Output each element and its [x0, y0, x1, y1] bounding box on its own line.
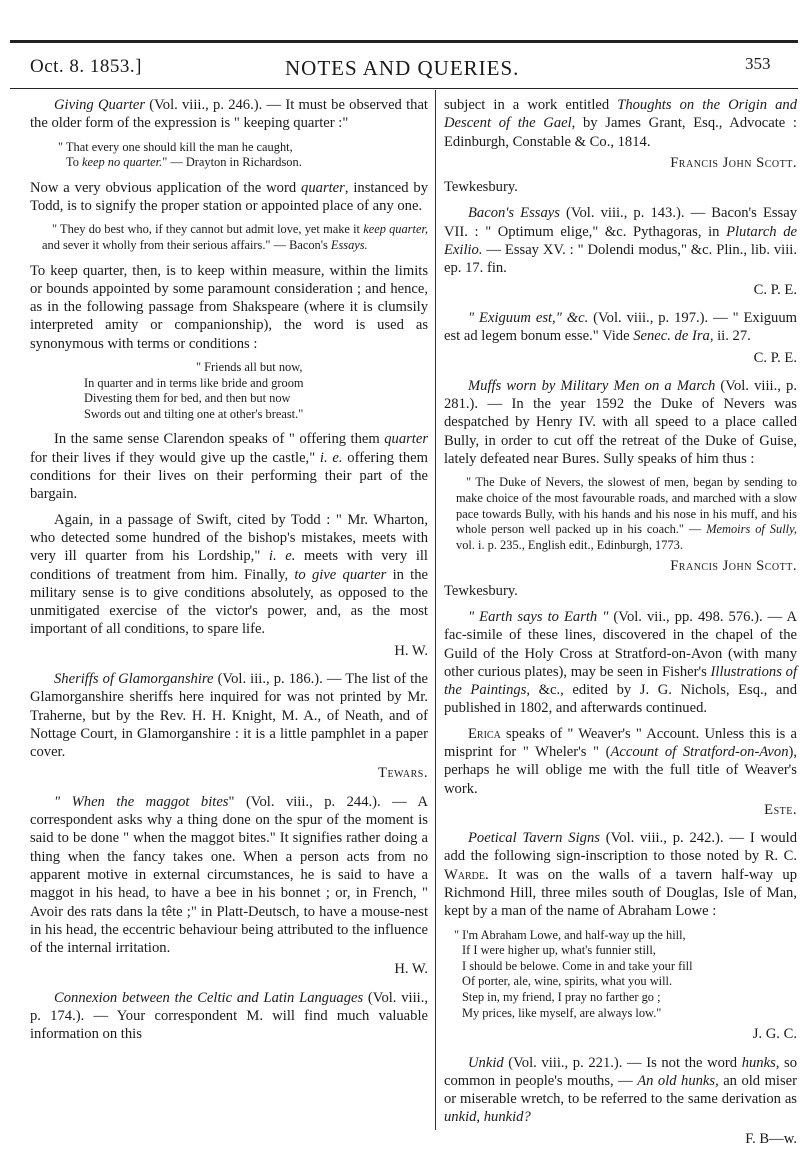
maggot-note: " When the maggot bites" (Vol. viii., p. 244.). — A correspondent asks why a thing done on the spur of the moment is said to be done " when the maggot bites." It signifies rather doing a thing when the fancy takes one. When a person acts from no apparent motive in external circumstances, he is said to have a maggot in his head, to have a bee in his bonnet ; or, in French, " Avoir des rats dans la tête ;" in Platt-Deutsch, to have a mouse-nest in his head, the eccentric behaviour being attributed to the influence of the internal irritation. [30, 793, 428, 957]
paragraph: Again, in a passage of Swift, cited by Todd : " Mr. Wharton, who detected some hundred of the bishop's mistakes, meets with very ill quarter from his Lordship," i. e. meets with very ill conditions of treatment from him. Finally, to give quarter in the military sense is to give conditions absolutely, as opposed to the unmitigated exercise of the victor's power, and, as the most important of all conditions, to spare life. [30, 511, 428, 638]
note-heading: Giving Quarter [54, 97, 145, 113]
exiguum-note: " Exiguum est," &c. (Vol. viii., p. 197.). — " Exiguum est ad legem bonum esse." Vide Senec. de Ira, ii. 27. [444, 309, 797, 345]
note-heading: Muffs worn by Military Men on a March [468, 377, 716, 394]
muffs-note: Muffs worn by Military Men on a March (Vol. viii., p. 281.). — In the year 1592 the Duke of Nevers was despatched by Henry IV. with all speed to a place called Bully, in order to cut off the retreat of the Duke of Guise, lately defeated near Bures. Sully speaks of him thus : [444, 377, 797, 468]
signature: H. W. [394, 642, 428, 659]
signature: Este. [764, 801, 797, 818]
shakspeare-verse: " Friends all but now, In quarter and in terms like bride and groom Divesting them for bed, and then but now Swords out and tilting one at other's breast." [84, 360, 304, 421]
signature: Francis John Scott. [670, 558, 797, 575]
signature: J. G. C. [752, 1026, 797, 1043]
unkid-note: Unkid (Vol. viii., p. 221.). — Is not the word hunks, so common in people's mouths, — An old hunks, an old miser or miserable wretch, to be referred to the same derivation as unkid, hunkid? [444, 1054, 797, 1126]
celtic-note-continued: subject in a work entitled Thoughts on the Origin and Descent of the Gael, by James Grant, Esq., Advocate : Edinburgh, Constable & Co., 1814. [444, 97, 797, 150]
earth-note: " Earth says to Earth " (Vol. vii., pp. 498. 576.). — A fac-simile of these lines, discovered in the chapel of the Guild of the Holy Cross at Stratford-on-Avon (with many other curious plates), may be seen in Fisher's Illustrations of the Paintings, &c., edited by J. G. Nichols, Esq., and published in 1802, and afterwards continued. [444, 608, 798, 717]
header-rule [10, 88, 798, 89]
drayton-quote: " That every one should kill the man he caught, To keep no quarter." — Drayton in Richardson. [58, 139, 302, 170]
paragraph: To keep quarter, then, is to keep within measure, within the limits or bounds appointed by some paramount consideration ; and hence, as in the following passage from Shakspeare (where it is clumsily interpreted amity or companionship), the word is used as synonymous with terms or conditions : [30, 262, 428, 352]
place: Tewkesbury. [444, 582, 518, 599]
bacon-note: Bacon's Essays (Vol. viii., p. 143.). — Bacon's Essay VII. : " Optimum elige," &c. Pythagoras, in Plutarch de Exilio. — Essay XV. : " Dolendi modus," &c. Plin., lib. viii. ep. 17. fin. [444, 205, 797, 277]
note-heading: " Exiguum est," &c. [468, 309, 589, 326]
signature: H. W. [394, 961, 428, 978]
place: Tewkesbury. [444, 179, 518, 196]
right-column [444, 96, 797, 1154]
tavern-note: Poetical Tavern Signs (Vol. viii., p. 242.). — I would add the following sign-inscription to those noted by R. C. Warde. It was on the walls of a tavern half-way up Richmond Hill, three miles south of Douglas, Isle of Man, kept by a man of the name of Abraham Lowe : [444, 830, 798, 920]
bacon-quote: " They do best who, if they cannot but admit love, yet make it keep quarter, and sever it wholly from their serious affairs." — Bacon's Essays. [42, 222, 428, 252]
page-number: 353 [745, 54, 771, 73]
paragraph: Now a very obvious application of the word quarter, instanced by Todd, is to signify the proper station or appointed place of any one. [30, 179, 428, 215]
note-heading: Poetical Tavern Signs [468, 830, 600, 847]
left-column [30, 96, 428, 1051]
note-heading: Connexion between the Celtic and Latin Languages [54, 989, 364, 1006]
paragraph: In the same sense Clarendon speaks of " offering them quarter for their lives if they would give up the castle," i. e. offering them conditions for their lives on their performing their part of the bargain. [30, 431, 428, 503]
signature: F. B—w. [745, 1130, 797, 1147]
note-heading: Sheriffs of Glamorganshire [54, 670, 214, 687]
note-heading: Bacon's Essays [468, 205, 560, 222]
tavern-verse: " I'm Abraham Lowe, and half-way up the hill, If I were higher up, what's funnier still, I should be belowe. Come in and take your fill Of porter, ale, wine, spirits, what you will. Step in, my friend, I pray no farther go ; My prices, like myself, are always low." [454, 927, 693, 1020]
signature: Francis John Scott. [670, 154, 797, 171]
sheriffs-note: Sheriffs of Glamorganshire (Vol. iii., p. 186.). — The list of the Glamorganshire sheriffs here inquired for was not printed by Mr. Traherne, but by the Rev. H. H. Knight, M. A., of Neath, and of Nottage Court, in Glamorganshire : it is a little pamphlet in a paper cover. [30, 670, 428, 761]
celtic-note: Connexion between the Celtic and Latin Languages (Vol. viii., p. 174.). — Your correspondent M. will find much valuable information on this [30, 989, 428, 1043]
journal-title: NOTES AND QUERIES. [285, 56, 520, 80]
sully-quote: " The Duke of Nevers, the slowest of men, began by sending to make choice of the most favourable roads, and marched with a slow pace towards Bully, with his hands and his nose in his muff, and his whole person well packed up in his coach." — Memoirs of Sully, vol. i. p. 235., English edit., Edinburgh, 1773. [456, 475, 797, 552]
top-rule [10, 40, 798, 43]
paragraph: Erica speaks of " Weaver's " Account. Unless this is a misprint for " Wheler's " (Account of Stratford-on-Avon), perhaps he will oblige me with the full title of Weaver's work. [444, 725, 798, 797]
giving-quarter-note: Giving Quarter (Vol. viii., p. 246.). — It must be observed that the older form of the expression is " keeping quarter :" [30, 97, 428, 132]
column-divider [435, 90, 436, 1130]
note-heading: " When the maggot bites [54, 793, 229, 810]
note-heading: Unkid [468, 1054, 504, 1071]
signature: Tewars. [378, 765, 428, 782]
issue-date: Oct. 8. 1853.] [30, 56, 143, 77]
signature: C. P. E. [753, 281, 797, 298]
note-heading: " Earth says to Earth " [468, 608, 609, 625]
signature: C. P. E. [753, 349, 797, 366]
